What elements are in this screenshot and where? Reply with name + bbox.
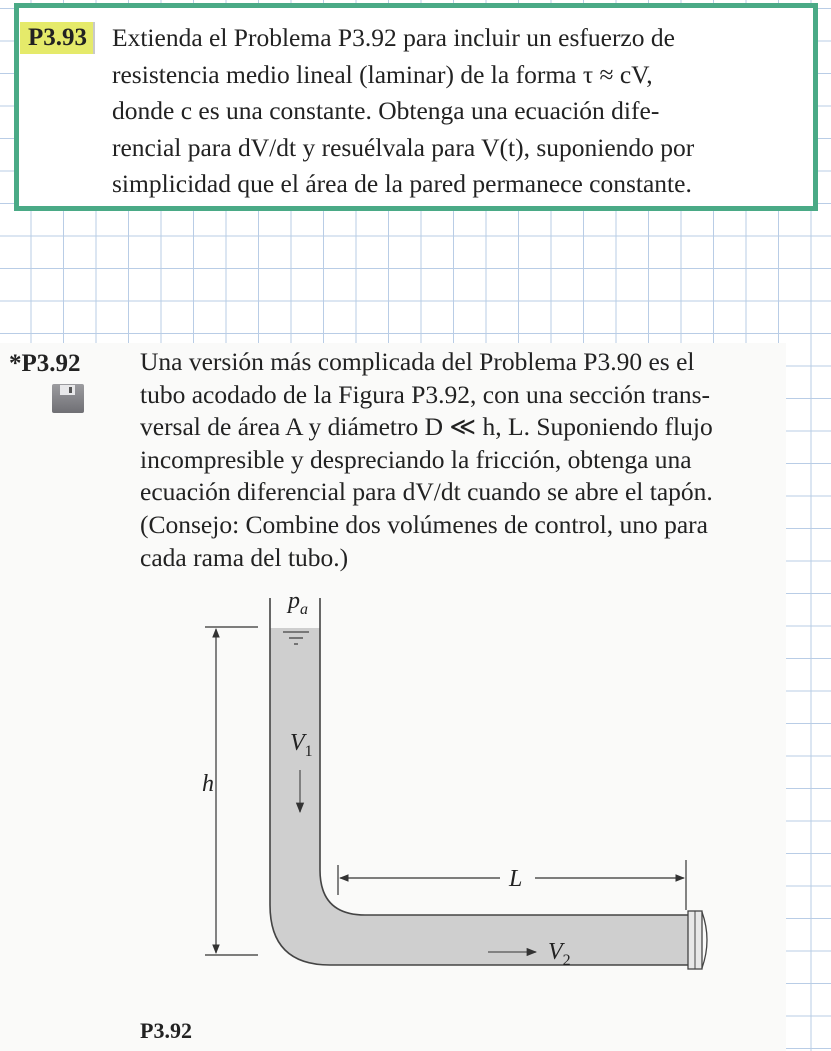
problem-92-line: tubo acodado de la Figura P3.92, con una sección trans- <box>140 379 711 409</box>
height-label: h <box>202 771 214 797</box>
pressure-symbol: p <box>288 588 300 614</box>
bent-tube-figure <box>0 580 786 1020</box>
floppy-disk-icon <box>52 384 84 413</box>
problem-93-text <box>112 20 780 203</box>
problem-93-line: Extienda el Problema P3.92 para incluir un esfuerzo de <box>112 23 675 52</box>
problem-93-label: P3.93 <box>20 22 95 54</box>
problem-92-line: incompresible y despreciando la fricción, obtenga una <box>140 444 692 474</box>
pressure-label <box>286 588 308 618</box>
problem-93-line: donde c es una constante. Obtenga una ecuación dife- <box>112 96 660 125</box>
v1-symbol: V <box>290 730 305 756</box>
pressure-subscript: a <box>300 601 308 618</box>
length-label: L <box>509 866 523 892</box>
figure-caption: P3.92 <box>140 1018 192 1043</box>
v2-subscript: 2 <box>562 952 571 969</box>
problem-93-line: resistencia medio lineal (laminar) de la forma τ ≈ cV, <box>112 59 653 89</box>
problem-93-line: rencial para dV/dt y resuélvala para V(t), suponiendo por <box>112 132 695 162</box>
problem-92-line: Una versión más complicada del Problema P3.90 es el <box>140 347 695 376</box>
tube-cap <box>702 912 707 968</box>
tube-inner-wall <box>320 598 690 915</box>
problem-92-text <box>140 346 748 574</box>
problem-92-line: cada rama del tubo.) <box>140 542 349 572</box>
problem-92-line: versal de área A y diámetro D ≪ h, L. Suponiendo flujo <box>140 412 713 442</box>
v2-symbol: V <box>548 939 563 965</box>
problem-92-line: (Consejo: Combine dos volúmenes de control, uno para <box>140 509 708 539</box>
problem-92-label: *P3.92 <box>9 350 81 377</box>
v1-subscript: 1 <box>304 743 313 760</box>
problem-93-line: simplicidad que el área de la pared permanece constante. <box>112 169 692 198</box>
problem-92-line: ecuación diferencial para dV/dt cuando se abre el tapón. <box>140 477 713 507</box>
